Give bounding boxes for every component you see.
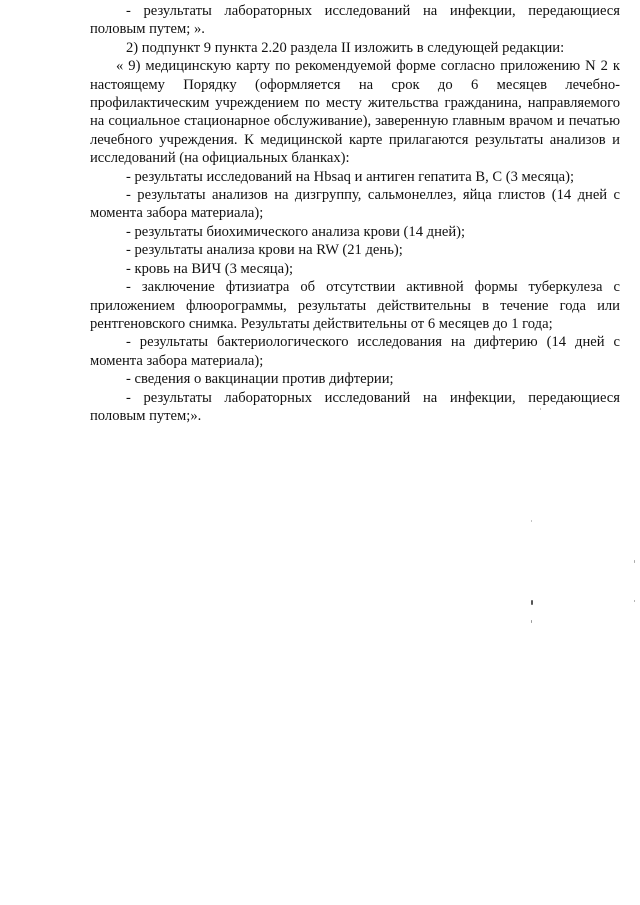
list-item-vaccination: - сведения о вакцинации против дифтерии; bbox=[126, 371, 394, 388]
list-item-rw: - результаты анализа крови на RW (21 день); bbox=[126, 242, 403, 259]
paragraph-medical-card: « 9) медицинскую карту по рекомендуемой форме согласно приложению N 2 к настоящему Порядку (оформляется на срок до 6 месяцев лечебно-профилактическим учреждением по месту жительства гражданина, направляемого на социальное стационарное обслуживание), заверенную главным врачом и печатью лечебного учреждения. К медицинской карте прилагаются результаты анализов и исследований (на официальных бланках): bbox=[90, 58, 620, 167]
scan-speck bbox=[540, 408, 541, 410]
scan-speck bbox=[634, 560, 635, 563]
list-item-biochemistry: - результаты биохимического анализа крови (14 дней); bbox=[126, 223, 466, 240]
paragraph-std-results-end: - результаты лабораторных исследований на инфекции, передающиеся половым путем; ». bbox=[90, 3, 620, 38]
document-body bbox=[90, 2, 620, 425]
list-item-std: - результаты лабораторных исследований на инфекции, передающиеся половым путем;». bbox=[90, 389, 620, 424]
scan-speck bbox=[634, 600, 635, 602]
scan-speck bbox=[531, 620, 532, 623]
list-item-dysgroup: - результаты анализов на дизгруппу, сальмонеллез, яйца глистов (14 дней с момента забора материала); bbox=[90, 187, 620, 222]
paragraph-amendment-instruction: 2) подпункт 9 пункта 2.20 раздела II изложить в следующей редакции: bbox=[126, 39, 565, 56]
scan-speck bbox=[531, 600, 533, 605]
scan-speck bbox=[531, 520, 532, 522]
list-item-hbsag: - результаты исследований на Hbsaq и антиген гепатита B, C (3 месяца); bbox=[126, 168, 575, 185]
list-item-diphtheria: - результаты бактериологического исследования на дифтерию (14 дней с момента забора материала); bbox=[90, 334, 620, 369]
list-item-hiv: - кровь на ВИЧ (3 месяца); bbox=[126, 260, 294, 277]
list-item-tuberculosis: - заключение фтизиатра об отсутствии активной формы туберкулеза с приложением флюорограммы, результаты действительны в течение года или рентгеновского снимка. Результаты действительны от 6 месяцев до 1 года; bbox=[90, 279, 620, 332]
